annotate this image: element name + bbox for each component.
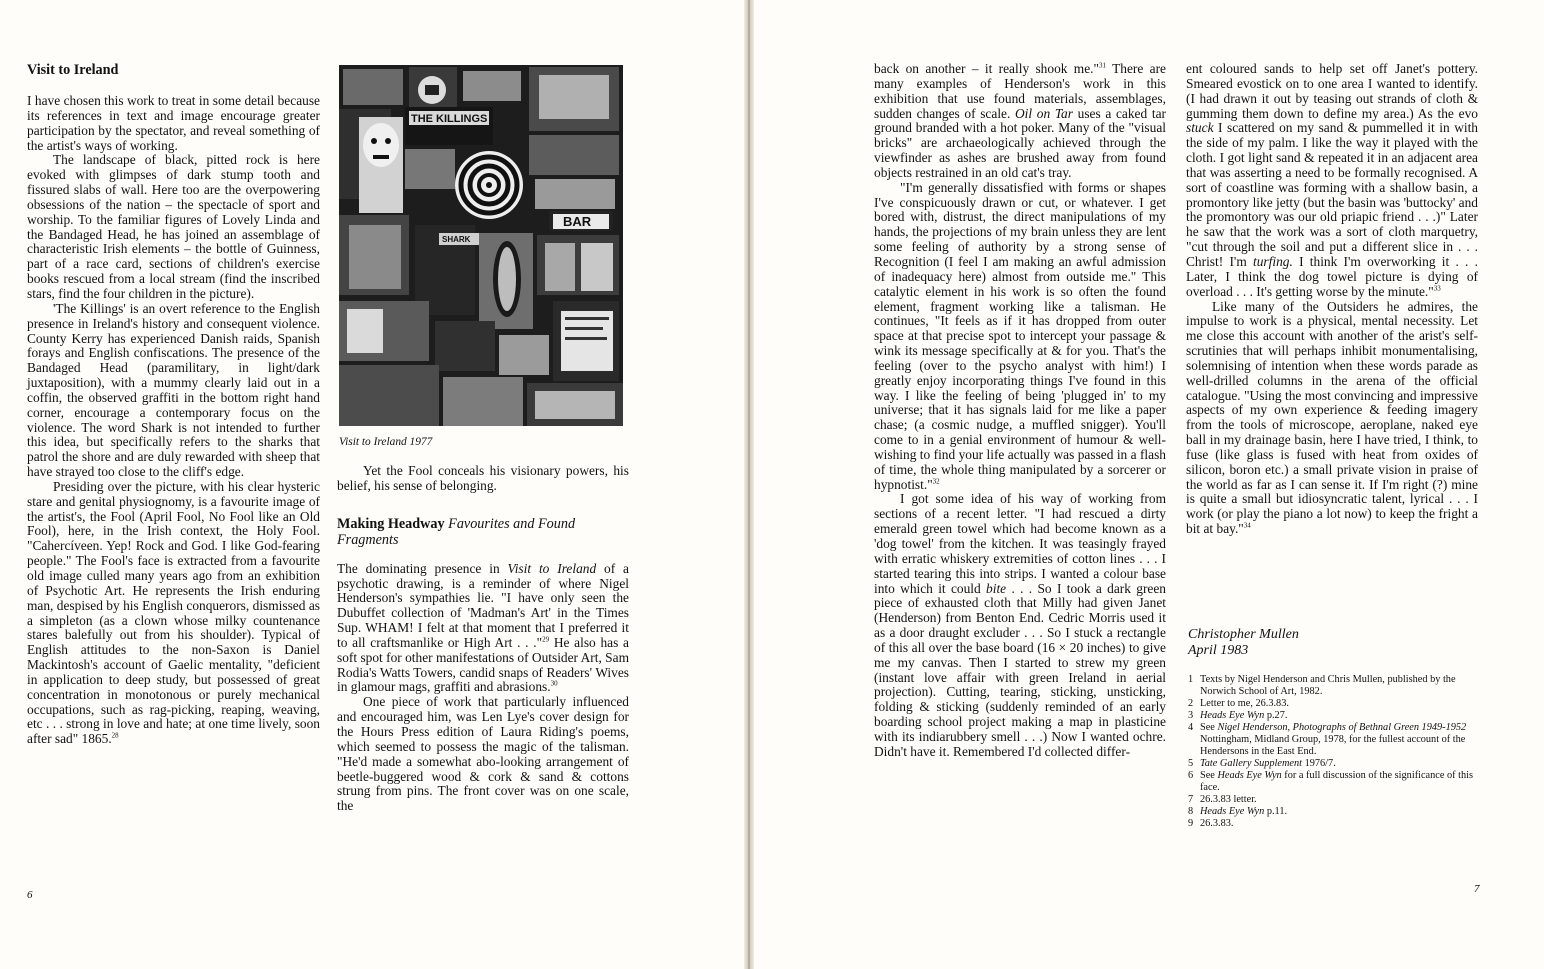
paragraph (1186, 62, 1478, 300)
paragraph (1186, 300, 1478, 538)
footnote-ref: 34 (1243, 521, 1251, 530)
footnote-ref: 31 (1098, 61, 1106, 70)
text: back on another – it really shook me." (874, 61, 1099, 76)
paragraph (874, 492, 1166, 759)
text: There are many examples of Henderson's work in this exhibition that use found materials, assemblages, sudden changes of scale. (874, 61, 1166, 121)
heading-bold: Making Headway (337, 515, 445, 532)
left-column-1 (27, 62, 320, 747)
artwork-photo (339, 65, 623, 426)
heading-italic: Favourites and Found Fragments (337, 515, 576, 548)
footnote-ref: 29 (542, 635, 550, 644)
footnote-text: p.27. (1264, 710, 1288, 721)
italic-title: Visit to Ireland (507, 560, 597, 576)
paragraph: 'The Killings' is an overt reference to the English presence in Ireland's history and consequent violence. County Kerry has experienced Danish raids, Spanish forays and English confiscations. The presence of the Bandaged Head (paramilitary, in light/dark juxtaposition), with a mummy clearly laid out in a coffin, the observed graffiti in the bottom right hand corner, encourage a contemporary focus on the violence. The word Shark is not intended to further this idea, but specifically refers to the sharks that patrol the shore and are duly rewarded with sheep that have strayed too close to the cliff's edge. (27, 300, 320, 480)
paragraph: One piece of work that particularly influenced and encouraged him, was Len Lye's cover design for the Hours Press edition of Laura Riding's poems, which seemed to possess the magic of the talisman. "He'd made a somewhat abo-looking arrangement of beetle-buggered wood & cork & sand & cottons strung from pins. The front cover was on one scale, the (337, 694, 629, 814)
paragraph: Yet the Fool conceals his visionary powers, his belief, his sense of belonging. (337, 463, 629, 493)
footnotes-list (1188, 674, 1480, 830)
text: The dominating presence in (337, 560, 508, 576)
footnote-title: Heads Eye Wyn (1200, 806, 1265, 817)
paragraph (874, 62, 1166, 181)
paragraph: The landscape of black, pitted rock is here evoked with glimpses of dark stump tooth and fissured slabs of wall. Here too are the overpowering obsessions of the nation – the spectacle of sport and worship. To the familiar figures of Lovely Linda and the Bandaged Head, he has joined an assemblage of characteristic Irish elements – the bottle of Guinness, part of a race card, sections of children's exercise books rescued from a local stream (find the inscribed stars, find the four children in the picture). (27, 152, 320, 301)
paragraph (27, 480, 320, 747)
italic-title: Oil on Tar (1015, 105, 1073, 121)
text: . . . So I took a dark green piece of exhausted cloth that Milly had given Janet (Henderson) from Benton End. Cedric Morris used it as a door draught excluder . . . So I stuck a rectangle of this all over the base board (16 × 20 inches) to give me my canvas. Then I started to strew my green (instant love affair with green Ireland in aerial projection). Cutting, tearing, sticking, unsticking, folding & sticking (suddenly reminded of an early boarding school project making a map in plasticine with its indiarubbery smell . . .) Now I wanted ochre. Didn't have it. Remembered I'd collected differ- (874, 580, 1166, 759)
section-heading-visit-to-ireland: Visit to Ireland (27, 62, 119, 78)
footnote-item (1188, 698, 1480, 710)
footnote-text: Letter to me, 26.3.83. (1200, 698, 1289, 709)
left-column-2 (337, 464, 629, 814)
text: He also has a soft spot for other manifestations of Outsider Art, Sam Rodia's Watts Towers, candid snaps of Readers' Wives in glamour mags, graffiti and abrasions. (337, 634, 629, 695)
footnote-number: 2 (1188, 698, 1194, 709)
footnote-title: Nigel Henderson, Photographs of Bethnal Green 1949-1952 (1217, 722, 1467, 733)
text: uses a caked tar ground branded with a hot poker. Many of the "visual bricks" are archaeologically achieved through the viewfinder as ashes are brushed away from found objects restrained in an old cat's tray. (874, 105, 1166, 180)
text: I got some idea of his way of working from sections of a recent letter. "I had rescued a dirty emerald green towel which had become known as a 'dog towel' from the kitchen. It was teasingly frayed with erratic whiskery extremities of cotton lines . . . I started tearing this into strips. I wanted a colour base into which it could (874, 491, 1166, 596)
sign-shark: SHARK (442, 235, 471, 244)
paragraph: I have chosen this work to treat in some detail because its references in text and image encourage greater participation by the spectator, and reveal something of the artist's ways of working. (27, 93, 320, 153)
footnote-text: for a full discussion of the significance of this face. (1200, 770, 1474, 793)
footnote-item (1188, 674, 1480, 698)
sign-bar: BAR (563, 214, 592, 229)
footnote-number: 3 (1188, 710, 1194, 721)
footnote-text: p.11. (1264, 806, 1288, 817)
footnote-ref: 33 (1433, 284, 1441, 293)
footnote-item (1188, 794, 1480, 806)
author-name: Christopher Mullen (1188, 627, 1299, 642)
paragraph (337, 562, 629, 696)
paragraph (874, 181, 1166, 493)
footnote-number: 9 (1188, 818, 1194, 829)
right-column-1 (874, 62, 1166, 760)
author-date: April 1983 (1188, 642, 1249, 658)
author-signature (1188, 627, 1299, 658)
footnote-number: 5 (1188, 758, 1194, 769)
footnote-item (1188, 710, 1480, 722)
footnote-text: Nottingham, Midland Group, 1978, for the fullest account of the Hendersons in the East End. (1200, 734, 1466, 757)
footnote-item (1188, 818, 1480, 830)
text: I think I'm overworking it . . . Later, I think the dog towel picture is dying of overload . . . It's getting worse by the minute." (1186, 253, 1479, 299)
footnote-number: 4 (1188, 722, 1194, 733)
italic-word: bite (986, 580, 1007, 596)
footnote-text: 26.3.83 letter. (1200, 794, 1257, 805)
sign-the-killings: THE KILLINGS (411, 113, 488, 125)
section-heading-making-headway (337, 516, 629, 548)
footnote-text: See (1200, 770, 1218, 781)
footnote-item (1188, 806, 1480, 818)
text: "I'm generally dissatisfied with forms or shapes I've conspicuously drawn or cut, or whatever. I get bored with, distrust, the direct manipulations of my hands, the projections of my brain unless they are lent some feeling of authority by a strong sense of Recognition (I feel I am making an awful admission of inadequacy here) almost from outside me." This catalytic element in his work is so often the found element, fragment working like a talisman. He continues, "It feels as if it has dropped from outer space at that precise spot to intercept your passage & wink its message specifically at & for you. That's the feeling (over to the psycho analyst with him!) I greatly enjoy incorporating things I've found in this way. I like the feeling of being 'plugged in' to my universe; that it has signals laid for me like a paper chase; (a cosmic nudge, a muffled snigger). You'll come to in a genial environment of humour & well-wishing to find your life actually was passed in a flash of time, the whole thing manipulated by a sorcerer or hypnotist." (874, 179, 1166, 492)
footnote-ref: 30 (550, 679, 558, 688)
footnote-ref: 32 (932, 477, 940, 486)
spiral-motif (455, 151, 523, 219)
book-gutter (744, 0, 754, 969)
footnote-item (1188, 758, 1480, 770)
page-number-left: 6 (27, 889, 33, 901)
footnote-ref: 28 (111, 731, 119, 740)
footnote-item (1188, 770, 1480, 794)
footnote-number: 1 (1188, 674, 1194, 685)
footnote-number: 8 (1188, 806, 1194, 817)
page-number-right: 7 (1474, 883, 1480, 895)
text: Like many of the Outsiders he admires, the impulse to work is a physical, mental necessity. Let me close this account with another of the arist's self-scrutinies that will perhaps inhibit monumentalising, solemnising of intention when these words parade as well-drilled columns in the arena of the official catalogue. "Using the most convincing and impressive aspects of my own experience & feeding imagery from the tools of microscope, aeroplane, naked eye ball in my drainage basin, here I have tried, I think, to fuse (like glass is fused with heat from oxides of silicon, boron etc.) a small private vision in praise of the world as far as I can sense it. If I'm right (?) mine is quite a small but idiosyncratic talent, lyrical . . . I work (or play the piano a lot now) to keep the fright a bit at bay." (1186, 298, 1478, 537)
text: of a psychotic drawing, is a reminder of where Nigel Henderson's sympathies lie. "I have only seen the Dubuffet collection of 'Madman's Art' in the Times Sup. WHAM! I felt at that moment that I preferred it to all craftsmanlike or High Art . . ." (337, 560, 630, 650)
footnote-number: 7 (1188, 794, 1194, 805)
text: ent coloured sands to help set off Janet's pottery. Smeared evostick on to one area I wanted to identify. (I had drawn it out by teasing out strands of cloth & gumming them down to define my area.) As the evo (1186, 61, 1478, 121)
figure-caption: Visit to Ireland 1977 (339, 436, 433, 448)
italic-word: stuck (1186, 120, 1214, 136)
footnote-text: See (1200, 722, 1218, 733)
italic-word: turfing. (1253, 253, 1293, 269)
footnote-text: 1976/7. (1302, 758, 1336, 769)
footnote-title: Heads Eye Wyn (1200, 710, 1265, 721)
footnote-text: Texts by Nigel Henderson and Chris Mullen, published by the Norwich School of Art, 1982. (1200, 674, 1456, 697)
footnote-text: 26.3.83. (1200, 818, 1234, 829)
footnote-item (1188, 722, 1480, 758)
footnote-number: 6 (1188, 770, 1194, 781)
text: I scattered on my sand & pummelled it in with the side of my palm. I like the way it played with the cloth. I got light sand & repeated it in an adjacent area that was asserting a need to be formally recognised. A sort of coastline was forming with a shallow basin, a promontory like jetty (but the basin was 'buttocky' and the promontory was our old priapic friend . . .)" Later he saw that the work was a sort of cloth marquetry, "cut through the soil and put a different slice in . . . Christ! I'm (1186, 120, 1478, 269)
collage-image (339, 65, 623, 426)
footnote-title: Tate Gallery Supplement (1200, 758, 1303, 769)
paragraph-text: Presiding over the picture, with his clear hysteric stare and genital physiognomy, is a favourite image of the artist's, the Fool (April Fool, No Fool like an Old Fool), here, in the Irish context, the Holy Fool. "Cahercíveen. Yep! Rock and God. I like God-fearing people." The Fool's face is extracted from a favourite old image culled many years ago from an exhibition of Psychotic Art. He represents the Irish enduring man, despised by his English conquerors, dismissed as a simpleton (as a clown whose milky countenance stares balefully out from his shoulder). Typical of English attitudes to the non-Saxon is Daniel Mackintosh's account of Gaelic mentality, "deficient in application to deep study, but possessed of great concentration in monotonous or purely mechanical occupations, such as rag-picking, reaping, weaving, etc . . . strong in love and hate; at one time lively, soon after sad" 1865. (27, 478, 320, 747)
right-column-2 (1186, 62, 1478, 537)
footnote-title: Heads Eye Wyn (1217, 770, 1282, 781)
